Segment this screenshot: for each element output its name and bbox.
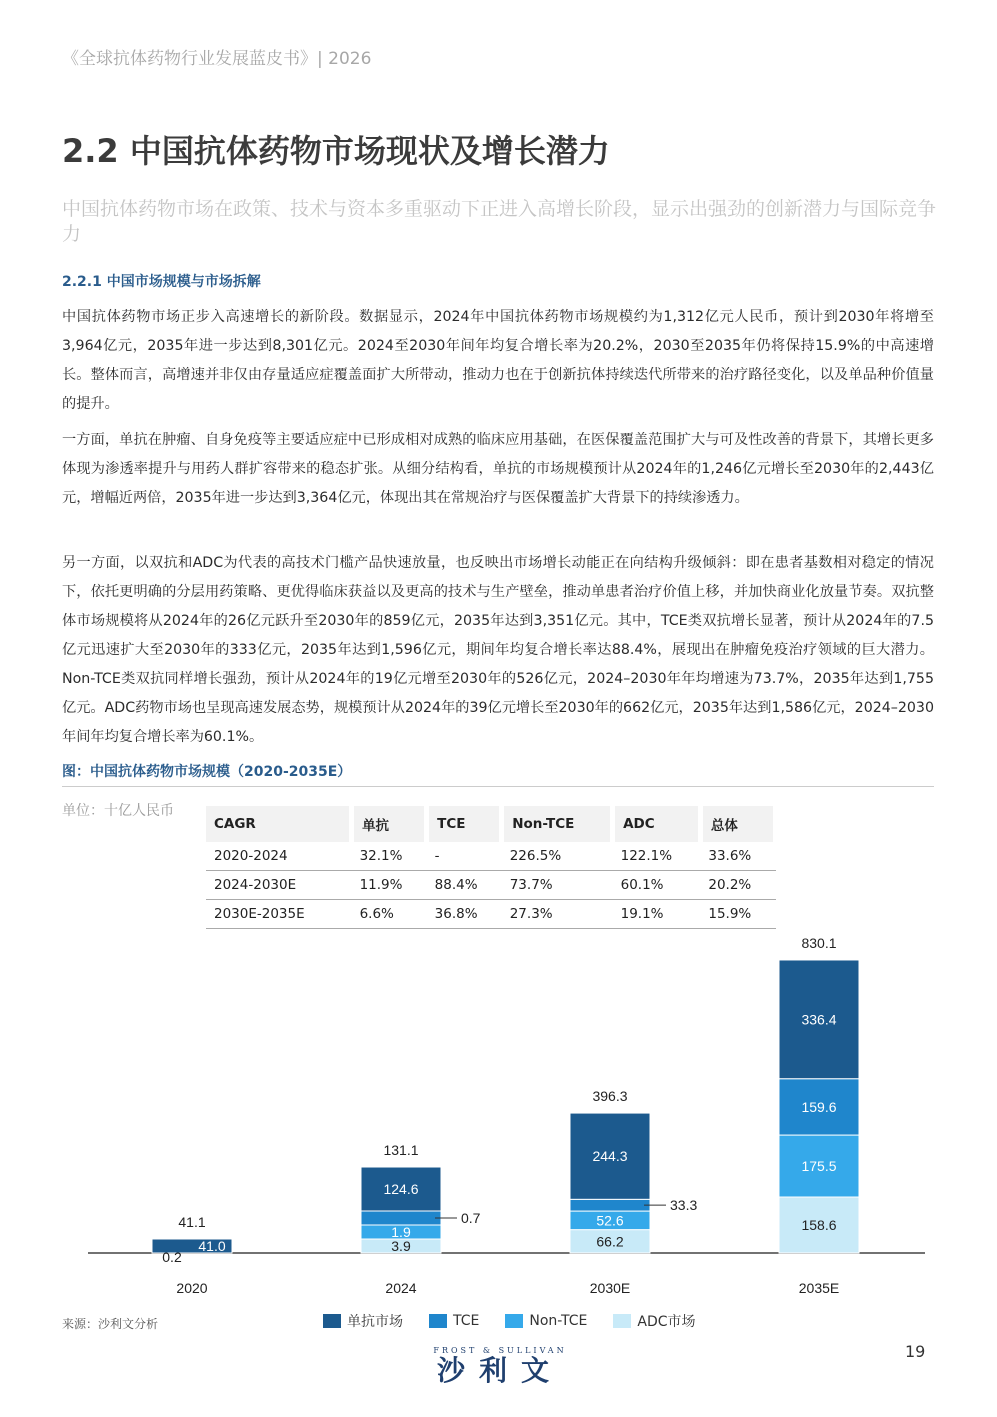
body-paragraph: 另一方面，以双抗和ADC为代表的高技术门槛产品快速放量，也反映出市场增长动能正在向结构升级倾斜：即在患者基数相对稳定的情况下，依托更明确的分层用药策略、更优得临床获益以及更高的技术与生产壁垒，推动单患者治疗价值上移，并加快商业化放量节奏。双抗整体市场规模将从2024年的26亿元跃升至2030年的859亿元，2035年达到3,351亿元。其中，TCE类双抗增长显著，预计从2024年的7.5亿元迅速扩大至2030年的333亿元，2035年达到1,596亿元，期间年均复合增长率达88.4%，展现出在肿瘤免疫治疗领域的巨大潜力。Non-TCE类双抗同样增长强劲，预计从2024年的19亿元增至2030年的526亿元，2024–2030年年均增速为73.7%，2035年达到1,755亿元。ADC药物市场也呈现高速发展态势，规模预计从2024年的39亿元增长至2030年的662亿元，2035年达到1,586亿元，2024–2030年间年均复合增长率为60.1%。 [62, 555, 934, 745]
subsection-title: 2.2.1 中国市场规模与市场拆解 [62, 274, 261, 290]
bar-segment [570, 1199, 650, 1211]
chart-legend [323, 1311, 696, 1331]
total-label: 131.1 [383, 1142, 419, 1159]
frost-sullivan-logo [422, 1346, 578, 1387]
legend-label: ADC市场 [637, 1314, 696, 1330]
page-number: 19 [905, 1342, 926, 1361]
table-cell: 2030E-2035E [206, 900, 352, 929]
table-row [206, 871, 776, 900]
segment-label: 124.6 [383, 1181, 419, 1198]
logo-chinese-text: 沙利文 [436, 1354, 563, 1387]
table-cell: 2020-2024 [206, 842, 352, 871]
segment-label: 244.3 [592, 1148, 628, 1165]
legend-label: TCE [453, 1313, 480, 1329]
table-cell: 11.9% [352, 871, 427, 900]
cagr-table [206, 806, 778, 929]
segment-label: 0.2 [162, 1249, 182, 1265]
table-header-cell: ADC [613, 806, 701, 842]
body-paragraph: 中国抗体药物市场正步入高速增长的新阶段。数据显示，2024年中国抗体药物市场规模约为1,312亿元人民币，预计到2030年将增至3,964亿元，2035年进一步达到8,301亿元。2024至2030年间年均复合增长率为20.2%，2030至2035年仍将保持15.9%的中高速增长。整体而言，高增速并非仅由存量适应症覆盖面扩大所带动，推动力也在于创新抗体持续迭代所带来的治疗路径变化，以及单品种价值量的提升。 [62, 309, 934, 412]
section-title: 2.2 中国抗体药物市场现状及增长潜力 [62, 132, 610, 170]
table-cell: 73.7% [502, 871, 613, 900]
table-row [206, 900, 776, 929]
segment-label: 159.6 [801, 1098, 837, 1115]
unit-label: 单位：十亿人民币 [62, 803, 174, 819]
legend-swatch [323, 1314, 341, 1328]
x-tick-label: 2035E [798, 1280, 840, 1296]
total-label: 396.3 [592, 1088, 628, 1105]
table-header-cell: 单抗 [352, 806, 427, 842]
table-header-cell: 总体 [700, 806, 775, 842]
table-row [206, 842, 776, 871]
legend-item [613, 1311, 695, 1331]
source-note: 来源：沙利文分析 [62, 1317, 159, 1331]
segment-label: 66.2 [596, 1233, 624, 1250]
legend-swatch [613, 1314, 631, 1328]
stacked-bar-chart [0, 930, 997, 1302]
x-tick-label: 2024 [385, 1280, 417, 1296]
legend-item [429, 1311, 479, 1331]
table-cell: 15.9% [700, 900, 775, 929]
legend-item [323, 1311, 403, 1331]
legend-label: 单抗市场 [347, 1314, 403, 1330]
segment-label: 336.4 [801, 1011, 837, 1028]
segment-label: 175.5 [801, 1158, 837, 1175]
cagr-table-header [206, 806, 776, 842]
table-header-cell: Non-TCE [502, 806, 613, 842]
segment-label: 33.3 [670, 1197, 698, 1214]
logo-latin-text: FROST & SULLIVAN [433, 1346, 567, 1355]
segment-label: 158.6 [801, 1217, 837, 1234]
table-cell: 27.3% [502, 900, 613, 929]
table-cell: - [427, 842, 502, 871]
x-tick-label: 2020 [176, 1280, 208, 1296]
segment-label: 3.9 [391, 1238, 411, 1254]
total-label: 41.1 [178, 1214, 206, 1230]
legend-swatch [505, 1314, 523, 1328]
table-cell: 122.1% [613, 842, 701, 871]
caption-divider [62, 786, 934, 787]
table-cell: 88.4% [427, 871, 502, 900]
table-cell: 226.5% [502, 842, 613, 871]
legend-label: Non-TCE [529, 1313, 588, 1329]
table-cell: 36.8% [427, 900, 502, 929]
table-header-cell: CAGR [206, 806, 352, 842]
total-label: 830.1 [801, 934, 837, 951]
table-cell: 20.2% [700, 871, 775, 900]
bar-segment [361, 1211, 441, 1225]
section-subtitle: 中国抗体药物市场在政策、技术与资本多重驱动下正进入高增长阶段，显示出强劲的创新潜力与国际竞争力 [62, 198, 937, 245]
table-cell: 2024-2030E [206, 871, 352, 900]
x-tick-label: 2030E [589, 1280, 631, 1296]
segment-label: 52.6 [596, 1212, 624, 1229]
table-cell: 60.1% [613, 871, 701, 900]
legend-swatch [429, 1314, 447, 1328]
segment-label: 0.7 [461, 1210, 481, 1226]
table-cell: 6.6% [352, 900, 427, 929]
table-cell: 32.1% [352, 842, 427, 871]
segment-label: 1.9 [391, 1224, 411, 1240]
segment-label: 41.0 [198, 1238, 226, 1254]
figure-caption: 图：中国抗体药物市场规模（2020-2035E） [62, 764, 352, 780]
table-header-cell: TCE [427, 806, 502, 842]
table-cell: 19.1% [613, 900, 701, 929]
legend-item [505, 1311, 587, 1331]
body-paragraph: 一方面，单抗在肿瘤、自身免疫等主要适应症中已形成相对成熟的临床应用基础，在医保覆盖范围扩大与可及性改善的背景下，其增长更多体现为渗透率提升与用药人群扩容带来的稳态扩张。从细分结构看，单抗的市场规模预计从2024年的1,246亿元增长至2030年的2,443亿元，增幅近两倍，2035年进一步达到3,364亿元，体现出其在常规治疗与医保覆盖扩大背景下的持续渗透力。 [62, 432, 934, 506]
header-note: 《全球抗体药物行业发展蓝皮书》| 2026 [62, 49, 372, 69]
table-cell: 33.6% [700, 842, 775, 871]
